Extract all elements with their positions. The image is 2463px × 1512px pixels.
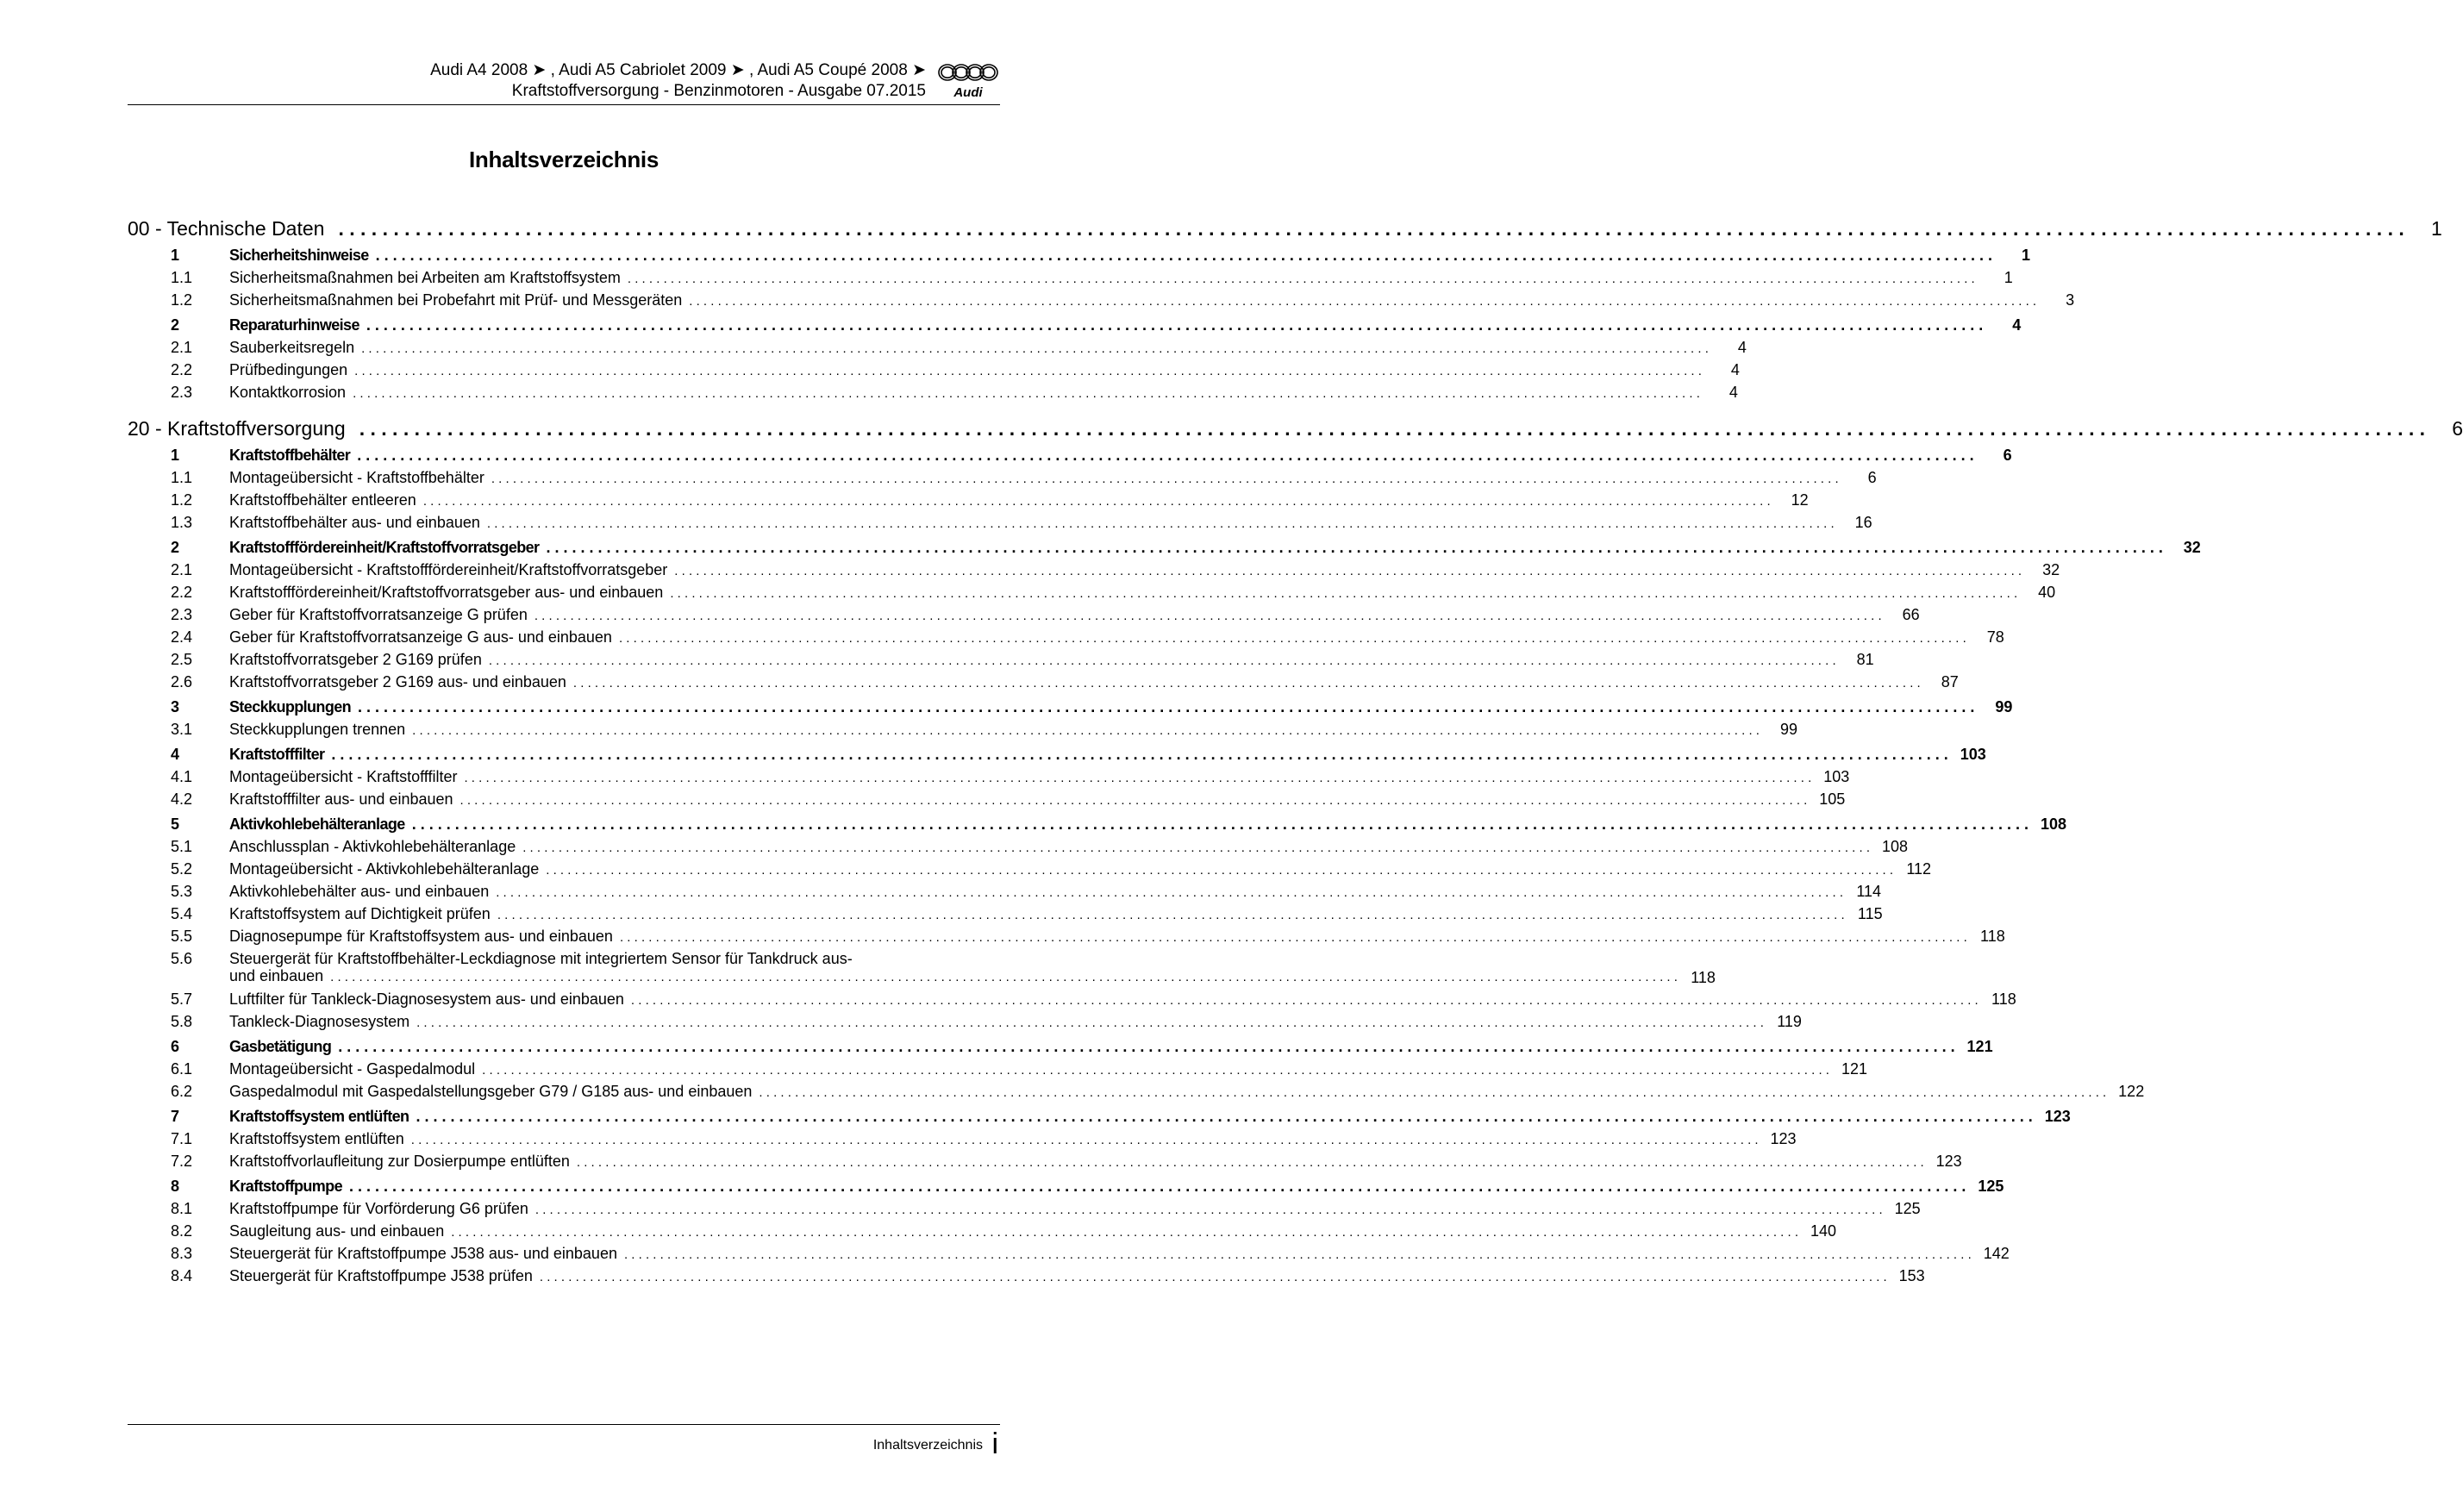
toc-item-number: 5.2: [171, 860, 193, 878]
toc-leader-dots: [674, 560, 2022, 583]
footer-divider: [128, 1424, 1000, 1425]
toc-item-label: Sicherheitsmaßnahmen bei Arbeiten am Kraftstoffsystem: [229, 269, 621, 286]
toc-section-label: Aktivkohlebehälteranlage: [229, 815, 405, 833]
table-of-contents: [128, 207, 2463, 1287]
toc-section-label: Reparaturhinweise: [229, 316, 359, 334]
toc-leader-dots: [535, 1199, 1883, 1221]
toc-item-page: 32: [2042, 561, 2060, 578]
toc-item-page: 4: [1737, 339, 1747, 356]
toc-item-number: 5.1: [171, 838, 193, 855]
toc-item-number: 3.1: [171, 721, 193, 738]
toc-item-label: Saugleitung aus- und einbauen: [229, 1222, 445, 1240]
toc-item-number: 2.1: [171, 561, 193, 578]
toc-leader-dots: [376, 245, 1992, 266]
toc-item-row[interactable]: [128, 1265, 1925, 1287]
toc-leader-dots: [489, 650, 1836, 672]
toc-leader-dots: [416, 1106, 2032, 1128]
toc-item-label: Montageübersicht - Gaspedalmodul: [229, 1060, 476, 1078]
toc-item-label: Kraftstofffilter aus- und einbauen: [229, 790, 453, 808]
toc-item-row[interactable]: [128, 671, 1959, 693]
toc-section-number: 8: [171, 1178, 180, 1195]
toc-section-label: Kraftstoffpumpe: [229, 1178, 342, 1195]
toc-item-number: 8.3: [171, 1245, 193, 1262]
toc-item-label: Kraftstoffsystem auf Dichtigkeit prüfen: [229, 905, 491, 922]
toc-item-page: 81: [1856, 651, 1874, 668]
toc-item-row[interactable]: [128, 765, 1850, 788]
toc-leader-dots: [534, 605, 1882, 628]
toc-section-row[interactable]: [128, 1106, 2071, 1128]
toc-item-number: 2.5: [171, 651, 193, 668]
toc-leader-dots: [631, 990, 1979, 1012]
toc-item-label: Gaspedalmodul mit Gaspedalstellungsgeber G79 / G185 aus- und einbauen: [229, 1083, 753, 1100]
toc-item-number: 1.2: [171, 491, 193, 509]
toc-leader-dots: [412, 814, 2029, 835]
toc-leader-dots: [338, 1036, 1954, 1058]
toc-item-number: 6.2: [171, 1083, 193, 1100]
toc-item-page: 87: [1941, 673, 1959, 690]
toc-section-number: 2: [171, 539, 180, 556]
header-model-line: Audi A4 2008 ➤ , Audi A5 Cabriolet 2009 ➤ , Audi A5 Coupé 2008 ➤: [430, 61, 926, 79]
toc-chapter-row[interactable]: [128, 216, 2442, 241]
toc-leader-dots: [357, 445, 1973, 466]
toc-item-page: 114: [1856, 883, 1882, 900]
toc-item-label: Geber für Kraftstoffvorratsanzeige G aus- und einbauen: [229, 628, 612, 646]
toc-item-label: Kraftstoffpumpe für Vorförderung G6 prüfen: [229, 1200, 528, 1217]
toc-item-number: 4.2: [171, 790, 193, 808]
toc-leader-dots: [496, 882, 1843, 904]
toc-item-label: Steuergerät für Kraftstoffpumpe J538 aus- und einbauen: [229, 1245, 617, 1262]
toc-section-label: Kraftstoffsystem entlüften: [229, 1108, 409, 1125]
toc-item-label: Steckkupplungen trennen: [229, 721, 406, 738]
toc-item-row[interactable]: [128, 988, 2016, 1010]
toc-item-page: 123: [1935, 1153, 1962, 1170]
toc-section-label: Kraftstofffördereinheit/Kraftstoffvorratsgeber: [229, 539, 540, 556]
toc-item-row[interactable]: [128, 336, 1747, 359]
toc-leader-dots: [620, 927, 1967, 949]
toc-item-page: 6: [1867, 469, 1877, 486]
toc-chapter-label: 20 - Kraftstoffversorgung: [128, 417, 346, 440]
toc-item-row[interactable]: [128, 1010, 1802, 1033]
toc-item-number: 2.2: [171, 361, 193, 378]
toc-chapter-page: 6: [2452, 417, 2463, 440]
toc-section-label: Sicherheitshinweise: [229, 247, 369, 264]
toc-section-page: 125: [1978, 1178, 2004, 1195]
toc-section-number: 1: [171, 447, 180, 464]
toc-section-number: 5: [171, 815, 180, 833]
toc-item-row[interactable]: [128, 1080, 2145, 1103]
toc-item-number: 1.1: [171, 469, 193, 486]
toc-item-number: 8.4: [171, 1267, 193, 1284]
toc-item-page: 153: [1898, 1267, 1925, 1284]
toc-leader-dots: [361, 338, 1709, 360]
toc-item-page: 16: [1854, 514, 1872, 531]
toc-item-row[interactable]: [128, 489, 1809, 511]
toc-item-page: 1: [2004, 269, 2013, 286]
toc-item-row[interactable]: [128, 880, 1882, 903]
toc-section-row[interactable]: [128, 1036, 1993, 1058]
toc-item-row[interactable]: [128, 1058, 1867, 1080]
toc-item-label: Montageübersicht - Kraftstofffilter: [229, 768, 458, 785]
toc-item-label: Aktivkohlebehälter aus- und einbauen: [229, 883, 490, 900]
toc-section-row[interactable]: [128, 697, 2013, 718]
toc-item-page: 3: [2066, 291, 2075, 309]
toc-section-number: 1: [171, 247, 180, 264]
toc-item-row[interactable]: [128, 1128, 1797, 1150]
toc-section-page: 123: [2044, 1108, 2071, 1125]
toc-leader-dots: [624, 1244, 1972, 1266]
toc-item-row[interactable]: [128, 559, 2060, 581]
toc-item-label: Montageübersicht - Aktivkohlebehälteranlage: [229, 860, 540, 878]
toc-leader-dots: [338, 216, 2404, 241]
audi-logo-text: Audi: [953, 85, 983, 100]
toc-section-page: 32: [2183, 539, 2201, 556]
toc-item-page: 140: [1810, 1222, 1837, 1240]
toc-item-number: 2.4: [171, 628, 193, 646]
toc-section-row[interactable]: [128, 744, 1986, 765]
toc-item-row[interactable]: [128, 648, 1874, 671]
toc-item-page: 118: [1691, 969, 1716, 986]
toc-leader-dots: [689, 291, 2036, 313]
toc-section-number: 7: [171, 1108, 180, 1125]
toc-section-number: 4: [171, 746, 180, 763]
toc-item-number: 5.3: [171, 883, 193, 900]
toc-item-number: 8.1: [171, 1200, 193, 1217]
toc-item-number: 5.5: [171, 928, 193, 945]
toc-item-label: Kontaktkorrosion: [229, 384, 347, 401]
toc-item-number: 2.3: [171, 384, 193, 401]
toc-item-label: Geber für Kraftstoffvorratsanzeige G prüfen: [229, 606, 528, 623]
toc-item-row[interactable]: [128, 466, 1877, 489]
toc-item-label: Steuergerät für Kraftstoffpumpe J538 prüfen: [229, 1267, 533, 1284]
toc-section-number: 6: [171, 1038, 180, 1055]
toc-item-label: Diagnosepumpe für Kraftstoffsystem aus- und einbauen: [229, 928, 613, 945]
toc-leader-dots: [546, 859, 1893, 882]
toc-item-number: 5.7: [171, 990, 193, 1008]
toc-section-row[interactable]: [128, 537, 2201, 559]
toc-item-page: 4: [1730, 361, 1740, 378]
toc-item-number: 4.1: [171, 768, 193, 785]
toc-leader-dots: [451, 1221, 1798, 1244]
toc-leader-dots: [354, 360, 1702, 383]
toc-item-page: 115: [1857, 905, 1883, 922]
toc-item-number: 2.6: [171, 673, 193, 690]
toc-leader-dots: [573, 672, 1921, 695]
toc-leader-dots: [577, 1152, 1924, 1174]
toc-section-row[interactable]: [128, 1176, 2004, 1197]
toc-section-page: 1: [2022, 247, 2031, 264]
toc-leader-dots: [540, 1266, 1887, 1289]
toc-leader-dots: [546, 537, 2162, 559]
toc-item-row[interactable]: [128, 581, 2056, 603]
toc-section-number: 3: [171, 698, 180, 715]
toc-item-page: 40: [2038, 584, 2056, 601]
toc-item-page: 118: [1991, 990, 2016, 1008]
toc-item-page: 4: [1728, 384, 1738, 401]
toc-item-row[interactable]: [128, 947, 1716, 988]
toc-item-row[interactable]: [128, 1220, 1837, 1242]
header-text: [430, 60, 926, 102]
toc-leader-dots: [460, 790, 1808, 812]
toc-section-label: Kraftstofffilter: [229, 746, 325, 763]
toc-section-page: 6: [2003, 447, 2012, 464]
toc-item-row[interactable]: [128, 1242, 2010, 1265]
toc-section-number: 2: [171, 316, 180, 334]
toc-item-row[interactable]: [128, 718, 1797, 740]
toc-leader-dots: [464, 767, 1811, 790]
toc-item-row[interactable]: [128, 381, 1738, 403]
toc-item-label: Anschlussplan - Aktivkohlebehälteranlage: [229, 838, 516, 855]
toc-item-label: Kraftstoffvorlaufleitung zur Dosierpumpe entlüften: [229, 1153, 570, 1170]
toc-leader-dots: [331, 744, 1947, 765]
toc-item-label: Kraftstoffbehälter aus- und einbauen: [229, 514, 480, 531]
page-title: Inhaltsverzeichnis: [468, 147, 660, 172]
toc-item-number: 7.2: [171, 1153, 193, 1170]
toc-leader-dots: [353, 383, 1700, 405]
toc-item-page: 125: [1894, 1200, 1921, 1217]
toc-leader-dots: [628, 268, 1975, 291]
toc-item-label: Luftfilter für Tankleck-Diagnosesystem aus- und einbauen: [229, 990, 624, 1008]
toc-item-page: 103: [1823, 768, 1850, 785]
toc-item-page: 105: [1819, 790, 1846, 808]
toc-leader-dots: [482, 1059, 1829, 1082]
toc-leader-dots: [423, 490, 1771, 513]
toc-section-row[interactable]: [128, 445, 2012, 466]
toc-item-label: Kraftstoffbehälter entleeren: [229, 491, 416, 509]
toc-item-row[interactable]: [128, 626, 2004, 648]
toc-item-number: 1.3: [171, 514, 193, 531]
toc-leader-dots: [522, 837, 1870, 859]
footer-page-number: i: [991, 1428, 998, 1460]
toc-leader-dots: [497, 904, 1845, 927]
toc-leader-dots: [416, 1012, 1764, 1034]
toc-item-page: 119: [1777, 1013, 1802, 1030]
toc-item-label-wrap: [229, 950, 1716, 986]
toc-item-number: 1.1: [171, 269, 193, 286]
toc-item-row[interactable]: [128, 835, 1909, 858]
toc-item-number: 5.8: [171, 1013, 193, 1030]
toc-leader-dots: [359, 415, 2425, 441]
header-edition-line: Kraftstoffversorgung - Benzinmotoren - Ausgabe 07.2015: [511, 82, 926, 100]
toc-chapter-page: 1: [2430, 217, 2442, 240]
toc-leader-dots: [412, 720, 1760, 742]
toc-item-label: Kraftstoffvorratsgeber 2 G169 prüfen: [229, 651, 482, 668]
toc-item-page: 108: [1881, 838, 1909, 855]
toc-item-number: 2.3: [171, 606, 193, 623]
toc-item-label: Prüfbedingungen: [229, 361, 348, 378]
toc-item-row[interactable]: [128, 1197, 1921, 1220]
toc-item-row[interactable]: [128, 858, 1932, 880]
toc-item-label: Kraftstofffördereinheit/Kraftstoffvorratsgeber aus- und einbauen: [229, 584, 664, 601]
toc-section-page: 103: [1960, 746, 1986, 763]
toc-chapter-label: 00 - Technische Daten: [128, 217, 325, 240]
toc-item-page: 123: [1770, 1130, 1797, 1147]
toc-section-label: Kraftstoffbehälter: [229, 447, 351, 464]
toc-item-label: Sauberkeitsregeln: [229, 339, 355, 356]
toc-leader-dots: [619, 628, 1966, 650]
toc-item-number: 2.2: [171, 584, 193, 601]
toc-item-label: Montageübersicht - Kraftstofffördereinheit/Kraftstoffvorratsgeber: [229, 561, 668, 578]
toc-leader-dots: [411, 1129, 1759, 1152]
toc-item-page: 142: [1983, 1245, 2010, 1262]
toc-item-row[interactable]: [128, 289, 2075, 311]
toc-item-number: 5.4: [171, 905, 193, 922]
toc-item-page: 122: [2118, 1083, 2145, 1100]
toc-section-page: 121: [1966, 1038, 1993, 1055]
toc-item-label: Steuergerät für Kraftstoffbehälter-Leckdiagnose mit integriertem Sensor für Tankdruck aus-: [229, 950, 853, 967]
toc-leader-dots: [491, 468, 1839, 490]
toc-section-row[interactable]: [128, 315, 2022, 336]
toc-item-page: 78: [1986, 628, 2004, 646]
toc-item-row[interactable]: [128, 359, 1740, 381]
toc-leader-dots: [670, 583, 2017, 605]
toc-item-number: 7.1: [171, 1130, 193, 1147]
toc-item-page: 12: [1791, 491, 1809, 509]
toc-item-page: 118: [1980, 928, 2005, 945]
toc-item-number: 2.1: [171, 339, 193, 356]
toc-section-page: 4: [2012, 316, 2022, 334]
toc-leader-dots: [330, 969, 1678, 986]
toc-item-number: 1.2: [171, 291, 193, 309]
audi-logo-icon: [936, 64, 1000, 103]
toc-item-label: Montageübersicht - Kraftstoffbehälter: [229, 469, 484, 486]
toc-section-label: Steckkupplungen: [229, 698, 352, 715]
toc-item-page: 99: [1779, 721, 1797, 738]
toc-item-row[interactable]: [128, 266, 2013, 289]
toc-item-page: 121: [1841, 1060, 1867, 1078]
toc-section-page: 108: [2041, 815, 2067, 833]
toc-item-label-continued: und einbauen: [229, 967, 324, 984]
toc-section-page: 99: [1995, 698, 2013, 715]
toc-item-label-line2: [229, 967, 1716, 986]
toc-item-row[interactable]: [128, 603, 1920, 626]
toc-leader-dots: [487, 513, 1835, 535]
toc-item-number: 5.6: [171, 950, 193, 967]
toc-item-label: Sicherheitsmaßnahmen bei Probefahrt mit Prüf- und Messgeräten: [229, 291, 683, 309]
toc-leader-dots: [349, 1176, 1966, 1197]
toc-leader-dots: [759, 1082, 2106, 1104]
toc-item-number: 6.1: [171, 1060, 193, 1078]
toc-item-label: Kraftstoffsystem entlüften: [229, 1130, 404, 1147]
toc-leader-dots: [366, 315, 1983, 336]
toc-item-row[interactable]: [128, 903, 1883, 925]
toc-item-row[interactable]: [128, 788, 1846, 810]
toc-item-label: Kraftstoffvorratsgeber 2 G169 aus- und einbauen: [229, 673, 566, 690]
toc-item-label: Tankleck-Diagnosesystem: [229, 1013, 410, 1030]
toc-leader-dots: [358, 697, 1974, 718]
toc-item-row[interactable]: [128, 925, 2005, 947]
footer-label: Inhaltsverzeichnis: [872, 1438, 983, 1453]
toc-item-row[interactable]: [128, 511, 1872, 534]
toc-chapter-row[interactable]: [128, 415, 2463, 441]
toc-item-page: 66: [1902, 606, 1920, 623]
toc-item-page: 112: [1906, 860, 1932, 878]
header-divider: [128, 104, 1000, 105]
toc-section-row[interactable]: [128, 814, 2067, 835]
toc-item-row[interactable]: [128, 1150, 1962, 1172]
toc-section-label: Gasbetätigung: [229, 1038, 332, 1055]
toc-item-number: 8.2: [171, 1222, 193, 1240]
toc-section-row[interactable]: [128, 245, 2031, 266]
